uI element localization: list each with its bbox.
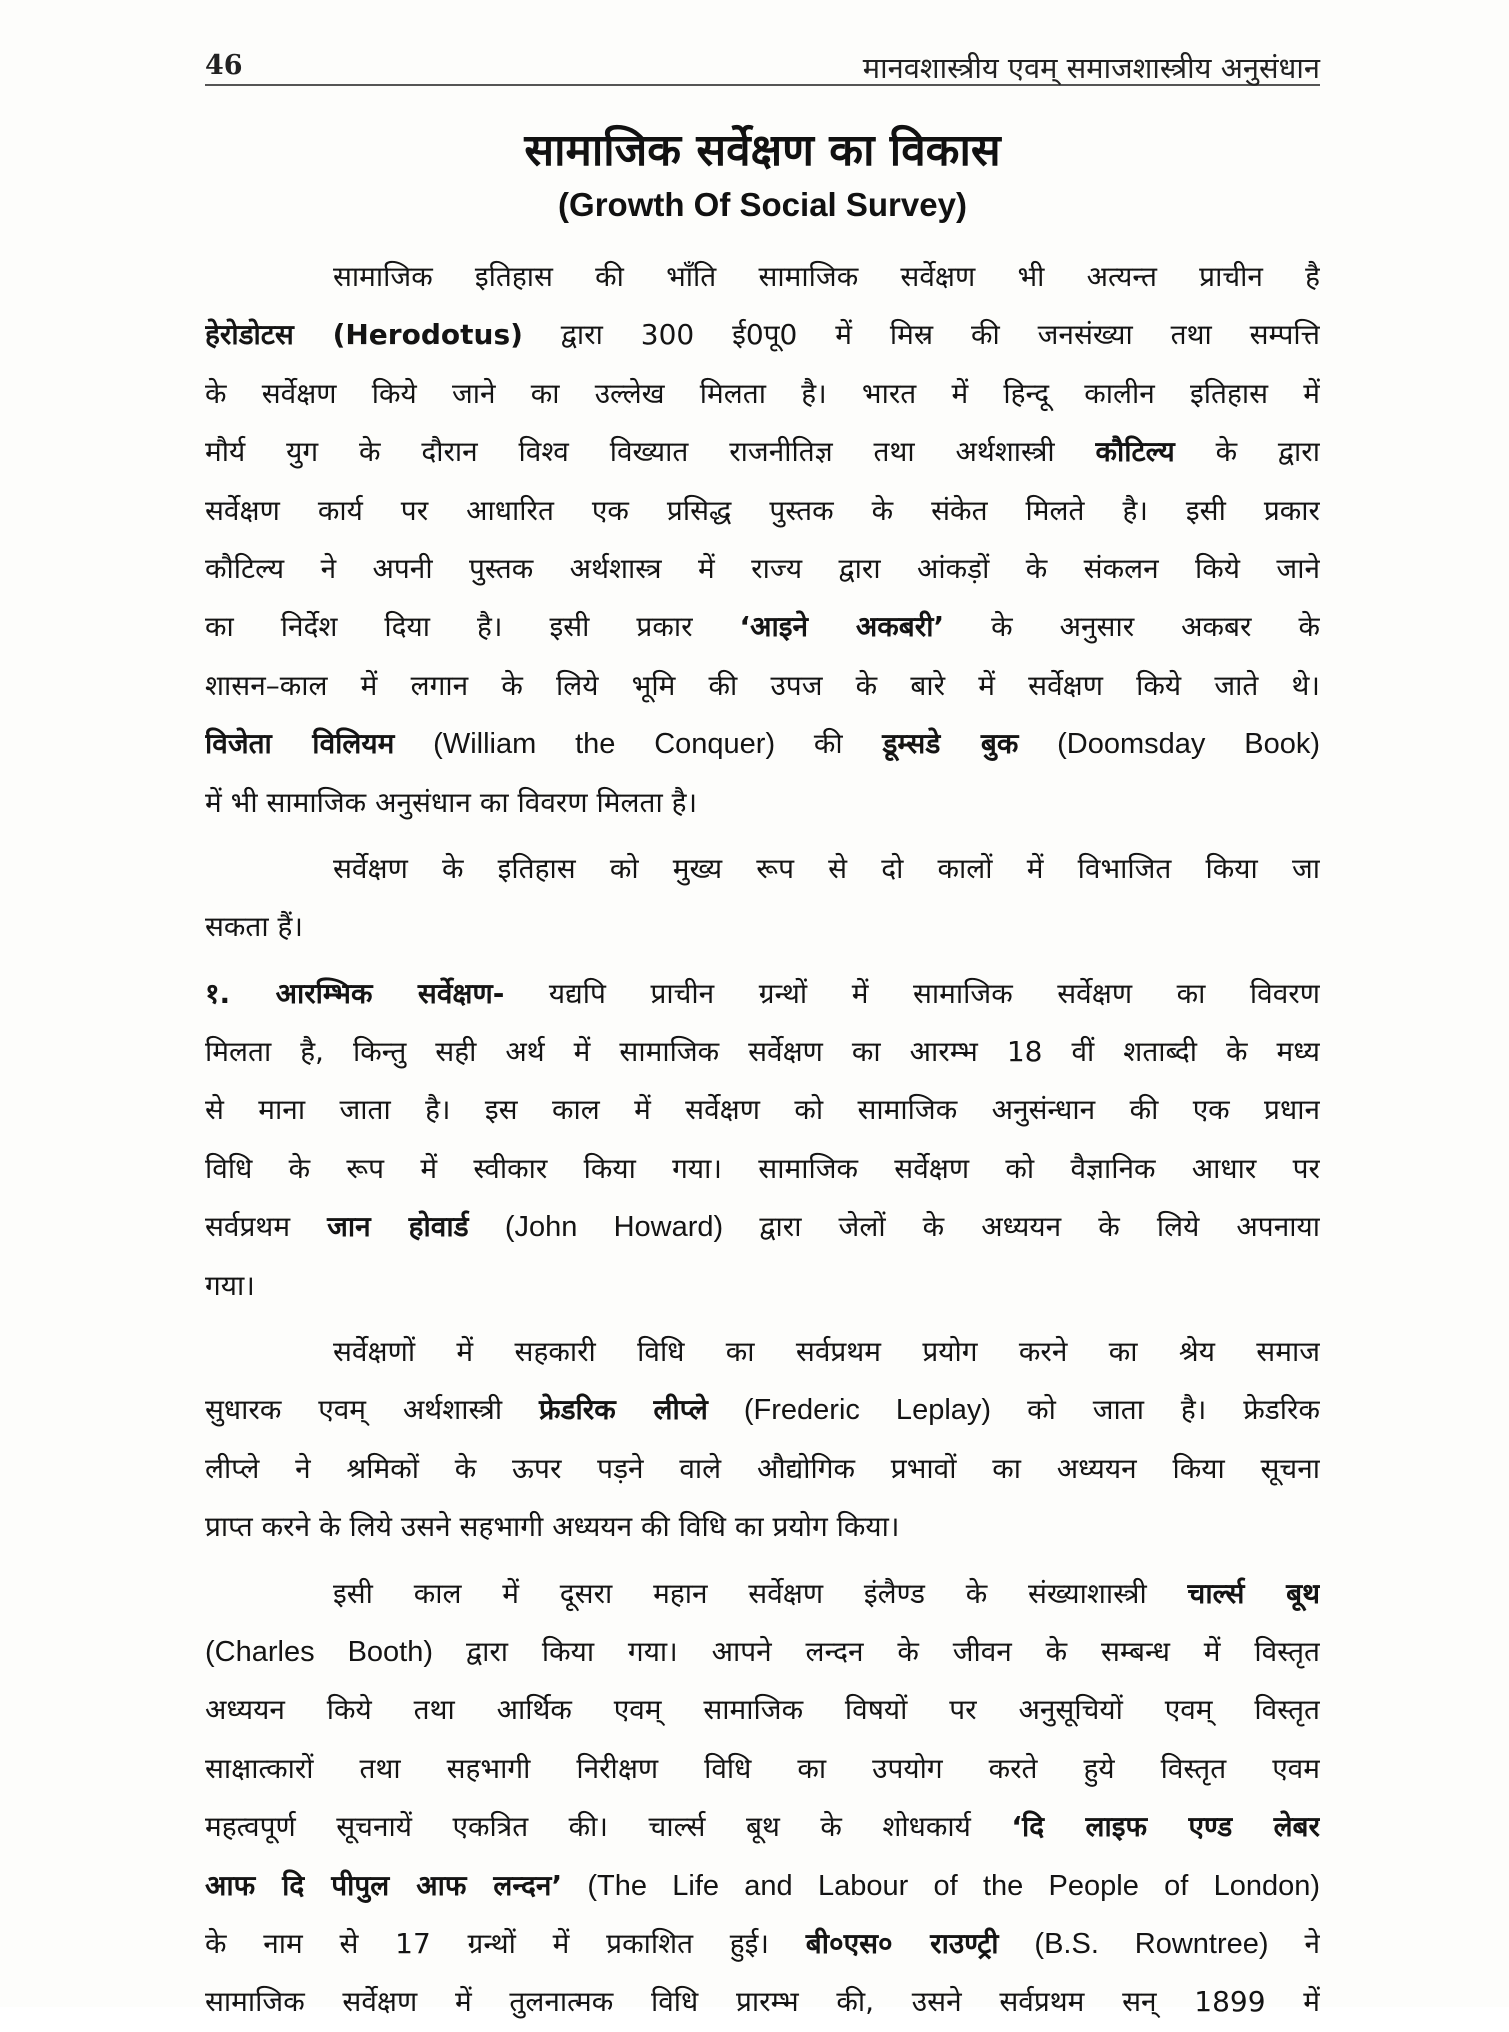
text-line: सामाजिक सर्वेक्षण में तुलनात्मक विधि प्रारम्भ की, उसने सर्वप्रथम सन् 1899 में xyxy=(205,1985,1320,2019)
bold-title-life-and-labour-cont: आफ दि पीपुल आफ लन्दन’ xyxy=(205,1868,563,1902)
text-line: सर्वप्रथम जान होवार्ड (John Howard) द्वारा जेलों के अध्ययन के लिये अपनाया xyxy=(205,1210,1320,1244)
bold-term-herodotus: हेरोडोटस (Herodotus) xyxy=(205,318,523,352)
text-line: प्राप्त करने के लिये उसने सहभागी अध्ययन की विधि का प्रयोग किया। xyxy=(205,1510,900,1544)
text-line: साक्षात्कारों तथा सहभागी निरीक्षण विधि का उपयोग करते हुये विस्तृत एवम xyxy=(205,1751,1320,1785)
text-line: सकता हैं। xyxy=(205,910,304,944)
bold-term-william: विजेता विलियम xyxy=(205,727,395,761)
chapter-subtitle: (Growth Of Social Survey) xyxy=(558,186,967,223)
text-line: (Charles Booth) द्वारा किया गया। आपने लन्दन के जीवन के सम्बन्ध में विस्तृत xyxy=(205,1634,1320,1668)
bold-term-charles-booth: चार्ल्स बूथ xyxy=(1187,1576,1320,1610)
text-line: हेरोडोटस (Herodotus) द्वारा 300 ई0पू0 में मिस्र की जनसंख्या तथा सम्पत्ति xyxy=(205,318,1320,352)
text-line: के नाम से 17 ग्रन्थों में प्रकाशित हुई। बी०एस० राउण्ट्री (B.S. Rowntree) ने xyxy=(205,1926,1320,1960)
page-header xyxy=(205,44,1320,86)
text-line: सर्वेक्षण कार्य पर आधारित एक प्रसिद्ध पुस्तक के संकेत मिलते है। इसी प्रकार xyxy=(205,493,1320,527)
text-line: अध्ययन किये तथा आर्थिक एवम् सामाजिक विषयों पर अनुसूचियों एवम् विस्तृत xyxy=(205,1693,1320,1727)
text-line: महत्वपूर्ण सूचनायें एकत्रित की। चार्ल्स बूथ के शोधकार्य ‘दि लाइफ एण्ड लेबर xyxy=(205,1810,1320,1844)
text-line: सर्वेक्षण के इतिहास को मुख्य रूप से दो कालों में विभाजित किया जा xyxy=(333,851,1320,885)
text-line: मौर्य युग के दौरान विश्व विख्यात राजनीतिज्ञ तथा अर्थशास्त्री कौटिल्य के द्वारा xyxy=(205,435,1320,469)
text-line: शासन–काल में लगान के लिये भूमि की उपज के बारे में सर्वेक्षण किये जाते थे। xyxy=(205,668,1320,702)
text-line: लीप्ले ने श्रमिकों के ऊपर पड़ने वाले औद्योगिक प्रभावों का अध्ययन किया सूचना xyxy=(205,1451,1320,1485)
bold-term-ain-e-akbari: ‘आइने अकबरी’ xyxy=(739,610,945,644)
bold-term-rowntree: बी०एस० राउण्ट्री xyxy=(805,1926,999,1960)
section-heading-early-survey: १. आरम्भिक सर्वेक्षण- xyxy=(205,976,505,1010)
text-line: आफ दि पीपुल आफ लन्दन’ (The Life and Labour of the People of London) xyxy=(205,1868,1320,1902)
text-line: कौटिल्य ने अपनी पुस्तक अर्थशास्त्र में राज्य द्वारा आंकड़ों के संकलन किये जाने xyxy=(205,551,1320,585)
text-line: से माना जाता है। इस काल में सर्वेक्षण को सामाजिक अनुसंन्धान की एक प्रधान xyxy=(205,1093,1320,1127)
text-line: सामाजिक इतिहास की भाँति सामाजिक सर्वेक्षण भी अत्यन्त प्राचीन है xyxy=(333,260,1320,293)
bold-term-doomsday: डूम्सडे बुक xyxy=(882,727,1019,761)
text-line: १. आरम्भिक सर्वेक्षण- यद्यपि प्राचीन ग्रन्थों में सामाजिक सर्वेक्षण का विवरण xyxy=(205,976,1320,1010)
text-line: सर्वेक्षणों में सहकारी विधि का सर्वप्रथम प्रयोग करने का श्रेय समाज xyxy=(333,1335,1320,1369)
text-line: मिलता है, किन्तु सही अर्थ में सामाजिक सर्वेक्षण का आरम्भ 18 वीं शताब्दी के मध्य xyxy=(205,1035,1320,1069)
running-title: मानवशास्त्रीय एवम् समाजशास्त्रीय अनुसंधान xyxy=(862,51,1320,85)
text-line: विधि के रूप में स्वीकार किया गया। सामाजिक सर्वेक्षण को वैज्ञानिक आधार पर xyxy=(205,1151,1320,1185)
text-line: गया। xyxy=(205,1268,255,1302)
text-line: में भी सामाजिक अनुसंधान का विवरण मिलता है। xyxy=(205,785,698,819)
chapter-title: सामाजिक सर्वेक्षण का विकास xyxy=(524,125,1001,176)
bold-term-john-howard: जान होवार्ड xyxy=(327,1210,469,1244)
text-line: सुधारक एवम् अर्थशास्त्री फ्रेडरिक लीप्ले (Frederic Leplay) को जाता है। फ्रेडरिक xyxy=(205,1393,1320,1427)
body-text xyxy=(205,248,1320,2032)
text-line: के सर्वेक्षण किये जाने का उल्लेख मिलता है। भारत में हिन्दू कालीन इतिहास में xyxy=(205,376,1320,410)
text-line: इसी काल में दूसरा महान सर्वेक्षण इंलैण्ड के संख्याशास्त्री चार्ल्स बूथ xyxy=(333,1576,1320,1610)
bold-title-life-and-labour: ‘दि लाइफ एण्ड लेबर xyxy=(1011,1810,1320,1844)
page-number: 46 xyxy=(205,50,243,81)
bold-term-leplay: फ्रेडरिक लीप्ले xyxy=(538,1393,708,1427)
text-line: का निर्देश दिया है। इसी प्रकार ‘आइने अकबरी’ के अनुसार अकबर के xyxy=(205,610,1320,644)
bold-term-kautilya: कौटिल्य xyxy=(1095,435,1175,469)
text-line: विजेता विलियम (William the Conquer) की डूम्सडे बुक (Doomsday Book) xyxy=(205,727,1320,761)
